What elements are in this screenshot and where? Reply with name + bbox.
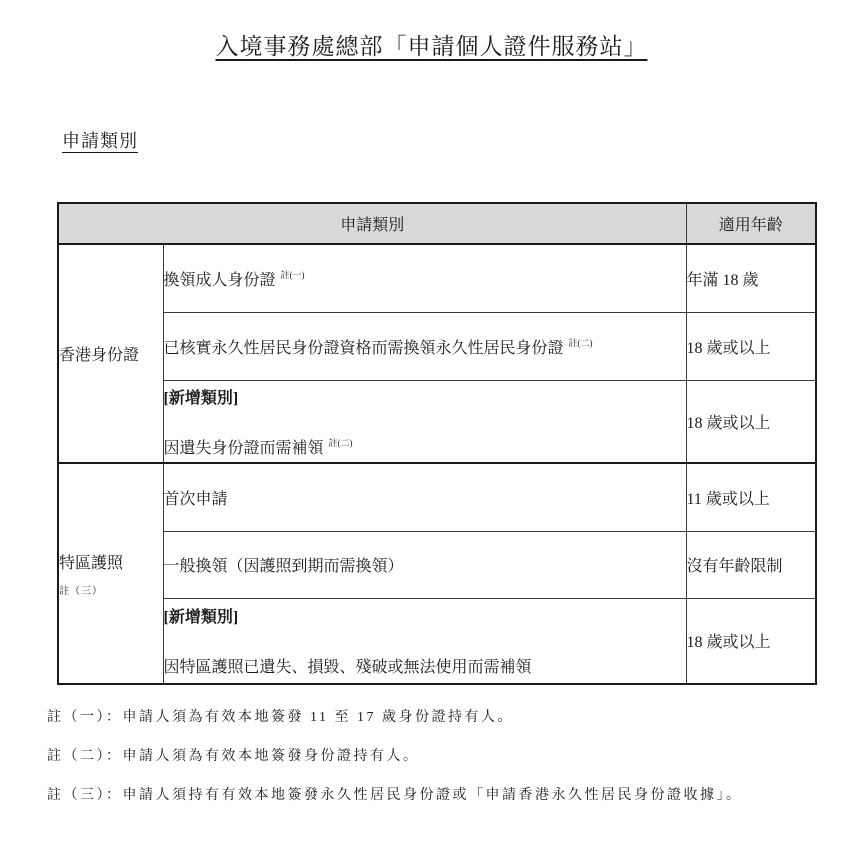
category-cell bbox=[163, 531, 686, 598]
table-row bbox=[58, 312, 816, 380]
section-heading: 申請類別 bbox=[62, 131, 138, 151]
footnote-3: 註（三）：申請人須持有有效本地簽發永久性居民身份證或「申請香港永久性居民身份證收據」。 bbox=[47, 788, 743, 803]
section-heading-row bbox=[62, 127, 863, 153]
age-cell: 11 歲或以上 bbox=[686, 463, 816, 531]
category-cell bbox=[163, 312, 686, 380]
category-label: 因遺失身份證而需補領 bbox=[163, 439, 324, 457]
footnote-reference: 註(二) bbox=[568, 337, 593, 348]
application-categories-table bbox=[57, 202, 817, 685]
column-header-age: 適用年齡 bbox=[686, 203, 816, 244]
new-category-tag: [新增類別] bbox=[163, 609, 239, 627]
page-title: 入境事務處總部「申請個人證件服務站」 bbox=[215, 34, 648, 59]
category-cell bbox=[163, 463, 686, 531]
category-label: 一般換領（因護照到期而需換領） bbox=[163, 558, 404, 575]
table-header-row bbox=[58, 203, 816, 244]
footnotes-section bbox=[47, 706, 863, 804]
new-category-tag: [新增類別] bbox=[163, 389, 239, 407]
footnote-2: 註（二）：申請人須為有效本地簽發身份證持有人。 bbox=[47, 749, 420, 764]
group-label: 特區護照 bbox=[59, 555, 124, 572]
table-row bbox=[58, 598, 816, 684]
column-header-category: 申請類別 bbox=[58, 203, 686, 244]
age-cell: 18 歲或以上 bbox=[686, 598, 816, 684]
table-row bbox=[58, 463, 816, 531]
age-cell: 18 歲或以上 bbox=[686, 312, 816, 380]
age-cell: 年滿 18 歲 bbox=[686, 244, 816, 312]
footnote-reference: 註(一) bbox=[280, 269, 305, 280]
group-cell-hkid bbox=[58, 244, 163, 463]
category-label: 已核實永久性居民身份證資格而需換領永久性居民身份證 bbox=[163, 339, 564, 357]
group-footnote-reference: 註（三） bbox=[59, 586, 103, 597]
category-label: 換領成人身份證 bbox=[163, 271, 276, 289]
table-row bbox=[58, 244, 816, 312]
group-cell-passport bbox=[58, 463, 163, 684]
category-cell bbox=[163, 598, 686, 684]
age-cell: 18 歲或以上 bbox=[686, 380, 816, 463]
category-cell bbox=[163, 380, 686, 463]
category-label: 首次申請 bbox=[163, 490, 228, 508]
category-cell bbox=[163, 244, 686, 312]
table-row bbox=[58, 380, 816, 463]
title-row bbox=[0, 0, 863, 61]
group-label: 香港身份證 bbox=[59, 347, 140, 364]
footnote-reference: 註(二) bbox=[328, 437, 353, 448]
category-label-line bbox=[164, 654, 686, 677]
footnote-1: 註（一）：申請人須為有效本地簽發 11 至 17 歲身份證持有人。 bbox=[47, 710, 514, 725]
category-label: 因特區護照已遺失、損毀、殘破或無法使用而需補領 bbox=[163, 659, 532, 677]
table-row bbox=[58, 531, 816, 598]
category-label-line bbox=[164, 435, 686, 458]
age-cell: 沒有年齡限制 bbox=[686, 531, 816, 598]
